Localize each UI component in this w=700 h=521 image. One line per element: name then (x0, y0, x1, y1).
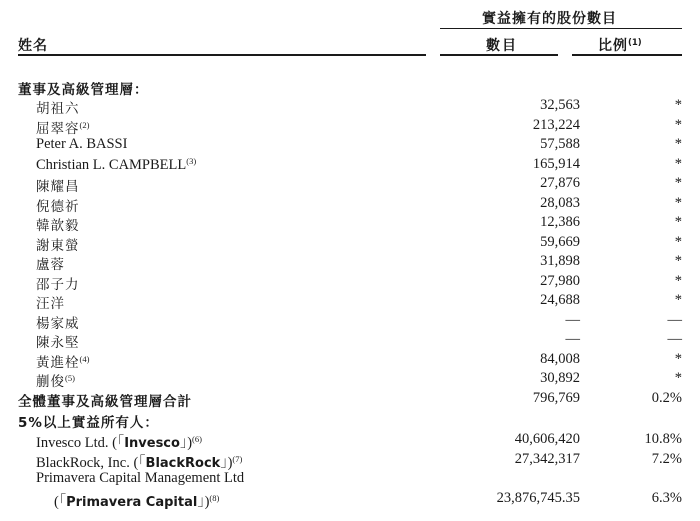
holder-name (36, 431, 202, 452)
director-name-text: 黃進栓 (36, 354, 80, 371)
director-name-text: 胡祖六 (36, 101, 80, 117)
footnote-marker: (5) (65, 373, 75, 383)
section-title-holders: 5%以上實益所有人： (18, 415, 159, 431)
director-row (0, 136, 700, 155)
director-percentage: * (674, 97, 682, 113)
director-name (36, 292, 65, 312)
group-title-rule (440, 28, 682, 29)
holder-percentage: 6.3% (651, 490, 682, 506)
holder-name (36, 451, 242, 472)
holder-shares: 40,606,420 (514, 431, 580, 447)
director-name (36, 117, 89, 137)
director-row (0, 234, 700, 253)
director-percentage: * (674, 292, 682, 308)
director-name (36, 312, 80, 332)
holder-shares: 27,342,317 (514, 450, 580, 467)
director-name-text: 陳耀昌 (36, 179, 80, 195)
director-row (0, 214, 700, 233)
director-row (0, 312, 700, 331)
director-shares: 30,892 (540, 370, 580, 386)
director-shares: 27,980 (540, 272, 580, 289)
director-percentage: * (674, 272, 682, 289)
director-percentage: * (674, 116, 682, 133)
director-percentage: * (674, 194, 682, 211)
director-percentage: * (674, 370, 682, 386)
director-name-text: 蒯俊 (36, 374, 65, 390)
header-rule-percentage (572, 54, 682, 56)
director-name-text: 韓歆毅 (36, 218, 80, 234)
director-row (0, 253, 700, 272)
director-name-text: 倪德祈 (36, 198, 80, 215)
director-shares: 84,008 (540, 350, 580, 367)
holder-name-suffix: 」) (220, 454, 233, 471)
header-rule-shares (440, 54, 558, 56)
holder-name-line2 (54, 490, 219, 511)
director-shares: 31,898 (540, 253, 580, 269)
holder-short-name: Primavera Capital (66, 495, 198, 510)
director-row (0, 156, 700, 175)
director-percentage: * (674, 155, 682, 172)
holder-short-name: Invesco (124, 436, 180, 451)
holder-name-prefix: Invesco Ltd. (「 (36, 435, 125, 451)
total-label: 全體董事及高級管理層合計 (18, 394, 192, 410)
holder-short-name: BlackRock (145, 455, 221, 471)
director-name (36, 331, 80, 351)
director-name-text: 盧蓉 (36, 257, 65, 273)
holder-name-line1: Primavera Capital Management Ltd (36, 470, 245, 486)
director-name (36, 214, 80, 234)
footnote-marker: (4) (79, 353, 90, 364)
director-row (0, 97, 700, 116)
footnote-marker: (3) (186, 155, 197, 166)
director-shares: 213,224 (532, 116, 580, 133)
holder-row (0, 451, 700, 470)
director-shares: — (565, 311, 580, 328)
director-name (36, 97, 80, 117)
column-header-shares: 數目 (486, 38, 518, 54)
director-name (36, 351, 89, 371)
director-percentage: * (674, 233, 682, 250)
director-row (0, 195, 700, 214)
shares-group-title: 實益擁有的股份數目 (482, 11, 617, 27)
director-name (36, 273, 80, 293)
director-name-text: Christian L. CAMPBELL (36, 156, 187, 173)
director-percentage: * (674, 253, 682, 269)
total-shares: 796,769 (532, 390, 580, 406)
total-percentage: 0.2% (651, 390, 682, 406)
director-shares: 165,914 (532, 155, 580, 172)
director-row (0, 273, 700, 292)
director-shares: 12,386 (540, 214, 580, 230)
director-row (0, 331, 700, 350)
holder-row-primavera-line1 (0, 470, 700, 489)
footnote-marker: (6) (192, 434, 202, 444)
footnote-marker: (8) (209, 493, 220, 503)
director-name-text: 楊家威 (36, 315, 80, 332)
director-name-text: 陳永堅 (36, 335, 80, 351)
director-name (36, 234, 80, 254)
director-percentage: * (674, 136, 682, 152)
director-row (0, 292, 700, 311)
director-name (36, 370, 75, 390)
column-header-percentage (598, 35, 642, 55)
director-percentage: — (667, 311, 682, 328)
director-name-text: 邵子力 (36, 276, 80, 293)
holder-percentage: 7.2% (651, 450, 682, 467)
director-name (36, 156, 196, 174)
director-name-text: Peter A. BASSI (36, 136, 128, 152)
footnote-marker: (7) (232, 453, 243, 464)
director-name-text: 謝東螢 (36, 237, 80, 254)
director-shares: 59,669 (540, 233, 580, 250)
header-rule-name (18, 54, 426, 56)
director-row (0, 117, 700, 136)
director-shares: 32,563 (540, 97, 580, 113)
holder-name-prefix: BlackRock, Inc. (「 (36, 454, 146, 471)
holder-row-primavera (0, 490, 700, 509)
section-title-directors: 董事及高級管理層： (18, 82, 149, 98)
director-percentage: * (674, 214, 682, 230)
director-name (36, 136, 127, 153)
director-name (36, 253, 65, 273)
director-name (36, 175, 80, 195)
director-row (0, 370, 700, 389)
director-shares: 28,083 (540, 194, 580, 211)
director-row (0, 175, 700, 194)
holder-name-prefix: (「 (54, 494, 67, 510)
footnote-marker: (1) (628, 38, 642, 48)
director-percentage: — (667, 331, 682, 347)
director-shares: 57,588 (540, 136, 580, 152)
holder-percentage: 10.8% (644, 431, 682, 447)
holder-name-suffix: 」) (197, 494, 210, 510)
total-row (0, 390, 700, 409)
director-name-text: 汪洋 (36, 296, 65, 312)
holder-name-suffix: 」) (179, 435, 193, 451)
director-name (36, 195, 80, 215)
director-shares: 24,688 (540, 292, 580, 308)
director-percentage: * (674, 350, 682, 367)
director-name-text: 屈翠容 (36, 120, 80, 137)
director-shares: — (565, 331, 580, 347)
director-percentage: * (674, 175, 682, 191)
footnote-marker: (2) (79, 119, 90, 130)
column-header-percentage-label: 比例 (598, 38, 628, 54)
column-header-name: 姓名 (18, 38, 48, 54)
director-shares: 27,876 (540, 175, 580, 191)
holder-row (0, 431, 700, 450)
holder-shares: 23,876,745.35 (496, 490, 580, 506)
director-row (0, 351, 700, 370)
